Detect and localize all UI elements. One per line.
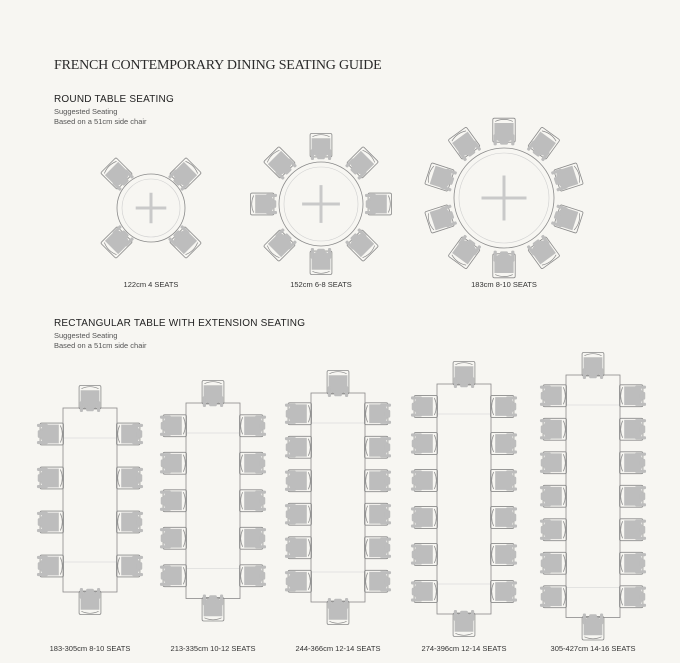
chair — [411, 507, 438, 529]
chair — [453, 362, 475, 389]
chair — [79, 386, 101, 413]
chair — [491, 507, 518, 529]
chair — [540, 519, 567, 541]
round-table-3-caption: 183cm 8-10 SEATS — [471, 280, 537, 289]
chair — [448, 127, 482, 162]
chair — [160, 527, 187, 549]
chair — [365, 436, 392, 458]
page-title: FRENCH CONTEMPORARY DINING SEATING GUIDE — [54, 58, 382, 73]
chair — [620, 552, 647, 574]
chair — [251, 193, 278, 215]
chair — [526, 127, 560, 162]
rect-sub-line-1: Suggested Seating — [54, 331, 118, 340]
chair — [79, 588, 101, 615]
chair — [101, 158, 135, 192]
round-sub-line-2: Based on a 51cm side chair — [54, 117, 147, 126]
chair — [263, 227, 297, 261]
pedestal-base — [302, 185, 340, 223]
rect-table-3-caption: 244-366cm 12-14 SEATS — [295, 644, 381, 653]
chair — [285, 570, 312, 592]
chair — [285, 403, 312, 425]
chair — [540, 586, 567, 608]
round-table-1 — [101, 158, 202, 259]
chair — [344, 146, 378, 180]
rect-table-2 — [160, 381, 266, 621]
chair — [620, 586, 647, 608]
chair — [365, 537, 392, 559]
chair — [493, 251, 515, 278]
chair — [620, 519, 647, 541]
chair — [540, 485, 567, 507]
chair — [491, 433, 518, 455]
rect-table-3 — [285, 371, 391, 625]
table-top — [63, 408, 117, 592]
chair — [240, 565, 267, 587]
chair — [365, 470, 392, 492]
chair — [37, 423, 64, 445]
chair — [540, 552, 567, 574]
chair — [240, 490, 267, 512]
chair — [160, 452, 187, 474]
chair — [493, 118, 515, 145]
chair — [37, 467, 64, 489]
chair — [540, 385, 567, 407]
rect-table-2-caption: 213-335cm 10-12 SEATS — [170, 644, 256, 653]
chair — [448, 234, 482, 269]
chair — [37, 555, 64, 577]
chair — [526, 234, 560, 269]
chair — [117, 467, 144, 489]
chair — [327, 598, 349, 625]
round-table-2-caption: 152cm 6-8 SEATS — [290, 280, 352, 289]
chair — [582, 613, 604, 640]
chair — [285, 436, 312, 458]
round-table-1-caption: 122cm 4 SEATS — [123, 280, 179, 289]
chair — [491, 544, 518, 566]
rect-sub-line-2: Based on a 51cm side chair — [54, 341, 147, 350]
chair — [285, 470, 312, 492]
table-top — [566, 375, 620, 618]
chair — [411, 433, 438, 455]
chair — [425, 163, 458, 193]
chair — [491, 470, 518, 492]
chair — [160, 415, 187, 437]
chair — [551, 204, 584, 234]
chair — [620, 485, 647, 507]
chair — [411, 581, 438, 603]
chair — [202, 381, 224, 408]
table-top — [437, 384, 491, 614]
chair — [310, 134, 332, 161]
chair — [160, 565, 187, 587]
rect-table-5 — [540, 353, 646, 640]
chair — [411, 544, 438, 566]
chair — [582, 353, 604, 380]
chair — [365, 193, 392, 215]
chair — [240, 452, 267, 474]
chair — [117, 423, 144, 445]
chair — [202, 594, 224, 621]
chair — [101, 224, 135, 258]
chair — [37, 511, 64, 533]
chair — [551, 163, 584, 193]
chair — [117, 555, 144, 577]
chair — [491, 396, 518, 418]
chair — [540, 452, 567, 474]
rect-table-4 — [411, 362, 517, 637]
rect-section-heading: RECTANGULAR TABLE WITH EXTENSION SEATING — [54, 318, 306, 329]
chair — [491, 581, 518, 603]
chair — [310, 248, 332, 275]
chair — [620, 385, 647, 407]
chair — [327, 371, 349, 398]
table-top — [186, 403, 240, 599]
rect-table-1-caption: 183-305cm 8-10 SEATS — [49, 644, 131, 653]
chair — [453, 610, 475, 637]
chair — [365, 570, 392, 592]
chair — [160, 490, 187, 512]
rect-table-4-caption: 274-396cm 12-14 SEATS — [421, 644, 507, 653]
chair — [411, 470, 438, 492]
chair — [285, 537, 312, 559]
chair — [167, 224, 201, 258]
rect-table-5-caption: 305-427cm 14-16 SEATS — [550, 644, 636, 653]
round-section-heading: ROUND TABLE SEATING — [54, 94, 174, 105]
pedestal-base — [136, 193, 167, 224]
chair — [344, 227, 378, 261]
round-tables-group — [101, 118, 584, 278]
chair — [365, 403, 392, 425]
rect-table-1 — [37, 386, 143, 615]
chair — [620, 452, 647, 474]
chair — [425, 204, 458, 234]
chair — [167, 158, 201, 192]
chair — [411, 396, 438, 418]
chair — [117, 511, 144, 533]
chair — [365, 503, 392, 525]
rect-tables-group — [37, 353, 646, 640]
chair — [240, 527, 267, 549]
round-table-3 — [425, 118, 584, 278]
round-table-2 — [251, 134, 392, 275]
pedestal-base — [482, 176, 527, 221]
chair — [240, 415, 267, 437]
table-top — [311, 393, 365, 602]
chair — [620, 418, 647, 440]
round-sub-line-1: Suggested Seating — [54, 107, 118, 116]
chair — [285, 503, 312, 525]
chair — [263, 146, 297, 180]
chair — [540, 418, 567, 440]
